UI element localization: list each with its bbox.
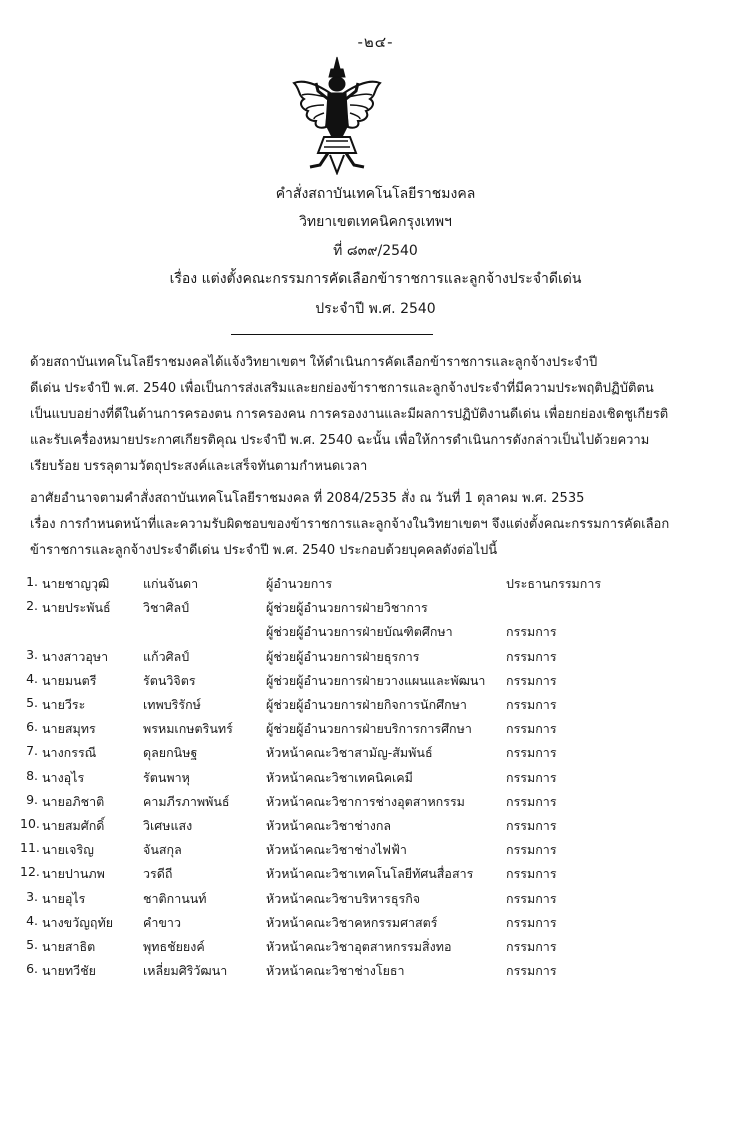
member-position: หัวหน้าคณะวิชาช่างโยธา xyxy=(266,963,405,979)
paragraph-line: ดีเด่น ประจำปี พ.ศ. 2540 เพื่อเป็นการส่งเสริมและยกย่องข้าราชการและลูกจ้างประจำที่มีความประพฤติปฏิบัติตน xyxy=(30,381,654,396)
member-position: หัวหน้าคณะวิชาการช่างอุตสาหกรรม xyxy=(266,793,465,809)
member-position: ผู้ช่วยผู้อำนวยการฝ่ายบริการการศึกษา xyxy=(266,721,472,737)
committee-row xyxy=(0,622,751,646)
member-last-name: เหลี่ยมศิริวัฒนา xyxy=(143,963,228,979)
member-first-name: นางสาวอุษา xyxy=(42,648,109,664)
member-last-name: รัตนพาหุ xyxy=(143,769,190,785)
member-first-name: นายสาธิต xyxy=(42,939,96,954)
member-last-name: ดุลยกนิษฐ xyxy=(143,745,198,761)
member-first-name: นายสมุทร xyxy=(42,721,96,737)
committee-row xyxy=(0,792,751,816)
member-last-name: แก้วศิลป์ xyxy=(143,648,190,664)
member-position: หัวหน้าคณะวิชาคหกรรมศาสตร์ xyxy=(266,914,438,930)
paragraph-authority xyxy=(30,486,730,564)
member-first-name: นายอุไร xyxy=(42,890,86,906)
page-number: -๒๔- xyxy=(357,33,394,51)
committee-row xyxy=(0,768,751,792)
member-role: กรรมการ xyxy=(506,793,557,809)
paragraph-line: เป็นแบบอย่างที่ดีในด้านการครองตน การครองคน การครองงานและมีผลการปฏิบัติงานดีเด่น เพื่อยกย่องเชิดชูเกียรติ xyxy=(30,407,669,422)
member-number: 3. xyxy=(26,646,38,662)
member-position: ผู้ช่วยผู้อำนวยการฝ่ายกิจการนักศึกษา xyxy=(266,697,467,712)
member-last-name: ชาติกานนท์ xyxy=(143,890,207,906)
member-position: ผู้ช่วยผู้อำนวยการฝ่ายบัณฑิตศึกษา xyxy=(266,624,453,640)
member-first-name: นายเจริญ xyxy=(42,842,94,858)
committee-row xyxy=(0,647,751,671)
member-position: หัวหน้าคณะวิชาช่างกล xyxy=(266,818,392,833)
committee-row xyxy=(0,574,751,598)
member-role: กรรมการ xyxy=(506,672,557,688)
member-number: 2. xyxy=(26,598,38,614)
member-first-name: นางขวัญฤทัย xyxy=(42,914,114,930)
committee-row xyxy=(0,961,751,985)
member-number: 8. xyxy=(26,767,38,783)
member-first-name: นายปานภพ xyxy=(42,866,105,882)
committee-row xyxy=(0,743,751,767)
member-position: ผู้ช่วยผู้อำนวยการฝ่ายธุรการ xyxy=(266,648,420,664)
member-number: 7. xyxy=(26,743,38,759)
paragraph-line: ด้วยสถาบันเทคโนโลยีราชมงคลได้แจ้งวิทยาเขตฯ ให้ดำเนินการคัดเลือกข้าราชการและลูกจ้างประจำปี xyxy=(30,355,598,370)
order-year: ประจำปี พ.ศ. 2540 xyxy=(315,301,436,317)
paragraph-line: เรียบร้อย บรรลุตามวัตถุประสงค์และเสร็จทันตามกำหนดเวลา xyxy=(30,459,368,474)
member-role: กรรมการ xyxy=(506,769,557,785)
member-last-name: คำขาว xyxy=(143,914,181,930)
paragraph-line: เรื่อง การกำหนดหน้าที่และความรับผิดชอบของข้าราชการและลูกจ้างในวิทยาเขตฯ จึงแต่งตั้งคณะกรรมการคัดเลือก xyxy=(30,517,670,532)
member-first-name: นายทวีชัย xyxy=(42,963,96,979)
member-position: หัวหน้าคณะวิชาสามัญ-สัมพันธ์ xyxy=(266,745,433,761)
campus-name: วิทยาเขตเทคนิคกรุงเทพฯ xyxy=(299,214,452,230)
member-number: 6. xyxy=(26,961,38,977)
member-number: 1. xyxy=(26,574,38,589)
member-role: กรรมการ xyxy=(506,818,557,833)
member-number: 4. xyxy=(26,670,38,686)
member-position: ผู้ช่วยผู้อำนวยการฝ่ายวิชาการ xyxy=(266,600,428,616)
member-last-name: แก่นจันดา xyxy=(143,576,199,591)
member-first-name: นายชาญวุฒิ xyxy=(42,576,110,591)
member-first-name: นางกรรณี xyxy=(42,745,97,761)
paragraph-line: และรับเครื่องหมายประกาศเกียรติคุณ ประจำปี พ.ศ. 2540 ฉะนั้น เพื่อให้การดำเนินการดังกล่าวเป็นไปด้วยความ xyxy=(30,433,650,448)
member-role: กรรมการ xyxy=(506,721,557,737)
member-role: กรรมการ xyxy=(506,624,557,640)
member-first-name: นายประพันธ์ xyxy=(42,600,111,616)
committee-row xyxy=(0,695,751,719)
member-position: ผู้อำนวยการ xyxy=(266,576,333,591)
committee-row xyxy=(0,816,751,840)
member-last-name: พรหมเกษตรินทร์ xyxy=(143,721,233,737)
member-last-name: วิชาศิลป์ xyxy=(143,600,190,616)
member-role: กรรมการ xyxy=(506,648,557,664)
member-first-name: นายอภิชาติ xyxy=(42,793,105,809)
member-position: หัวหน้าคณะวิชาเทคนิคเคมี xyxy=(266,769,413,785)
garuda-emblem-icon xyxy=(290,55,384,175)
member-number: 9. xyxy=(26,791,38,807)
committee-row xyxy=(0,719,751,743)
member-role: กรรมการ xyxy=(506,745,557,761)
member-position: หัวหน้าคณะวิชาเทคโนโลยีทัศนสื่อสาร xyxy=(266,866,474,882)
member-position: หัวหน้าคณะวิชาช่างไฟฟ้า xyxy=(266,842,407,858)
member-number: 3. xyxy=(26,888,38,904)
committee-row xyxy=(0,937,751,961)
paragraph-line: อาศัยอำนาจตามคำสั่งสถาบันเทคโนโลยีราชมงคล ที่ 2084/2535 สั่ง ณ วันที่ 1 ตุลาคม พ.ศ. 2535 xyxy=(30,491,585,506)
member-role: กรรมการ xyxy=(506,890,557,906)
member-last-name: รัตนวิจิตร xyxy=(143,672,196,688)
member-position: หัวหน้าคณะวิชาอุตสาหกรรมสิ่งทอ xyxy=(266,939,452,954)
member-role: กรรมการ xyxy=(506,842,557,858)
committee-row xyxy=(0,840,751,864)
committee-row xyxy=(0,889,751,913)
member-number: 6. xyxy=(26,719,38,735)
member-number: 5. xyxy=(26,937,38,952)
member-position: หัวหน้าคณะวิชาบริหารธุรกิจ xyxy=(266,890,421,906)
member-role: กรรมการ xyxy=(506,866,557,882)
member-last-name: เทพบริรักษ์ xyxy=(143,697,201,712)
member-last-name: คามภีรภาพพันธ์ xyxy=(143,793,230,809)
committee-row xyxy=(0,864,751,888)
member-number: 5. xyxy=(26,695,38,710)
member-last-name: พุทธชัยยงค์ xyxy=(143,939,205,954)
member-role: ประธานกรรมการ xyxy=(506,576,602,591)
order-subject: เรื่อง แต่งตั้งคณะกรรมการคัดเลือกข้าราชการและลูกจ้างประจำดีเด่น xyxy=(169,271,582,287)
member-number: 12. xyxy=(20,864,40,880)
committee-row xyxy=(0,913,751,937)
member-last-name: วรดีถี xyxy=(143,866,173,882)
member-number: 11. xyxy=(20,840,40,856)
committee-row xyxy=(0,671,751,695)
member-position: ผู้ช่วยผู้อำนวยการฝ่ายวางแผนและพัฒนา xyxy=(266,672,486,688)
member-role: กรรมการ xyxy=(506,939,557,954)
member-last-name: วิเศษแสง xyxy=(143,818,193,833)
order-number: ที่ ๘๓๙/2540 xyxy=(333,243,418,259)
member-first-name: นายมนตรี xyxy=(42,672,97,688)
member-number: 4. xyxy=(26,912,38,928)
member-first-name: นางอุไร xyxy=(42,769,85,785)
member-role: กรรมการ xyxy=(506,914,557,930)
order-title: คำสั่งสถาบันเทคโนโลยีราชมงคล xyxy=(275,186,476,202)
paragraph-line: ข้าราชการและลูกจ้างประจำดีเด่น ประจำปี พ.ศ. 2540 ประกอบด้วยบุคคลดังต่อไปนี้ xyxy=(30,543,498,558)
member-first-name: นายสมศักดิ์ xyxy=(42,818,105,833)
paragraph-background xyxy=(30,350,730,480)
member-role: กรรมการ xyxy=(506,697,557,712)
member-last-name: จันสกุล xyxy=(143,842,182,858)
member-role: กรรมการ xyxy=(506,963,557,979)
committee-row xyxy=(0,598,751,622)
member-number: 10. xyxy=(20,816,40,831)
header-divider xyxy=(231,334,433,335)
member-first-name: นายวีระ xyxy=(42,697,86,712)
